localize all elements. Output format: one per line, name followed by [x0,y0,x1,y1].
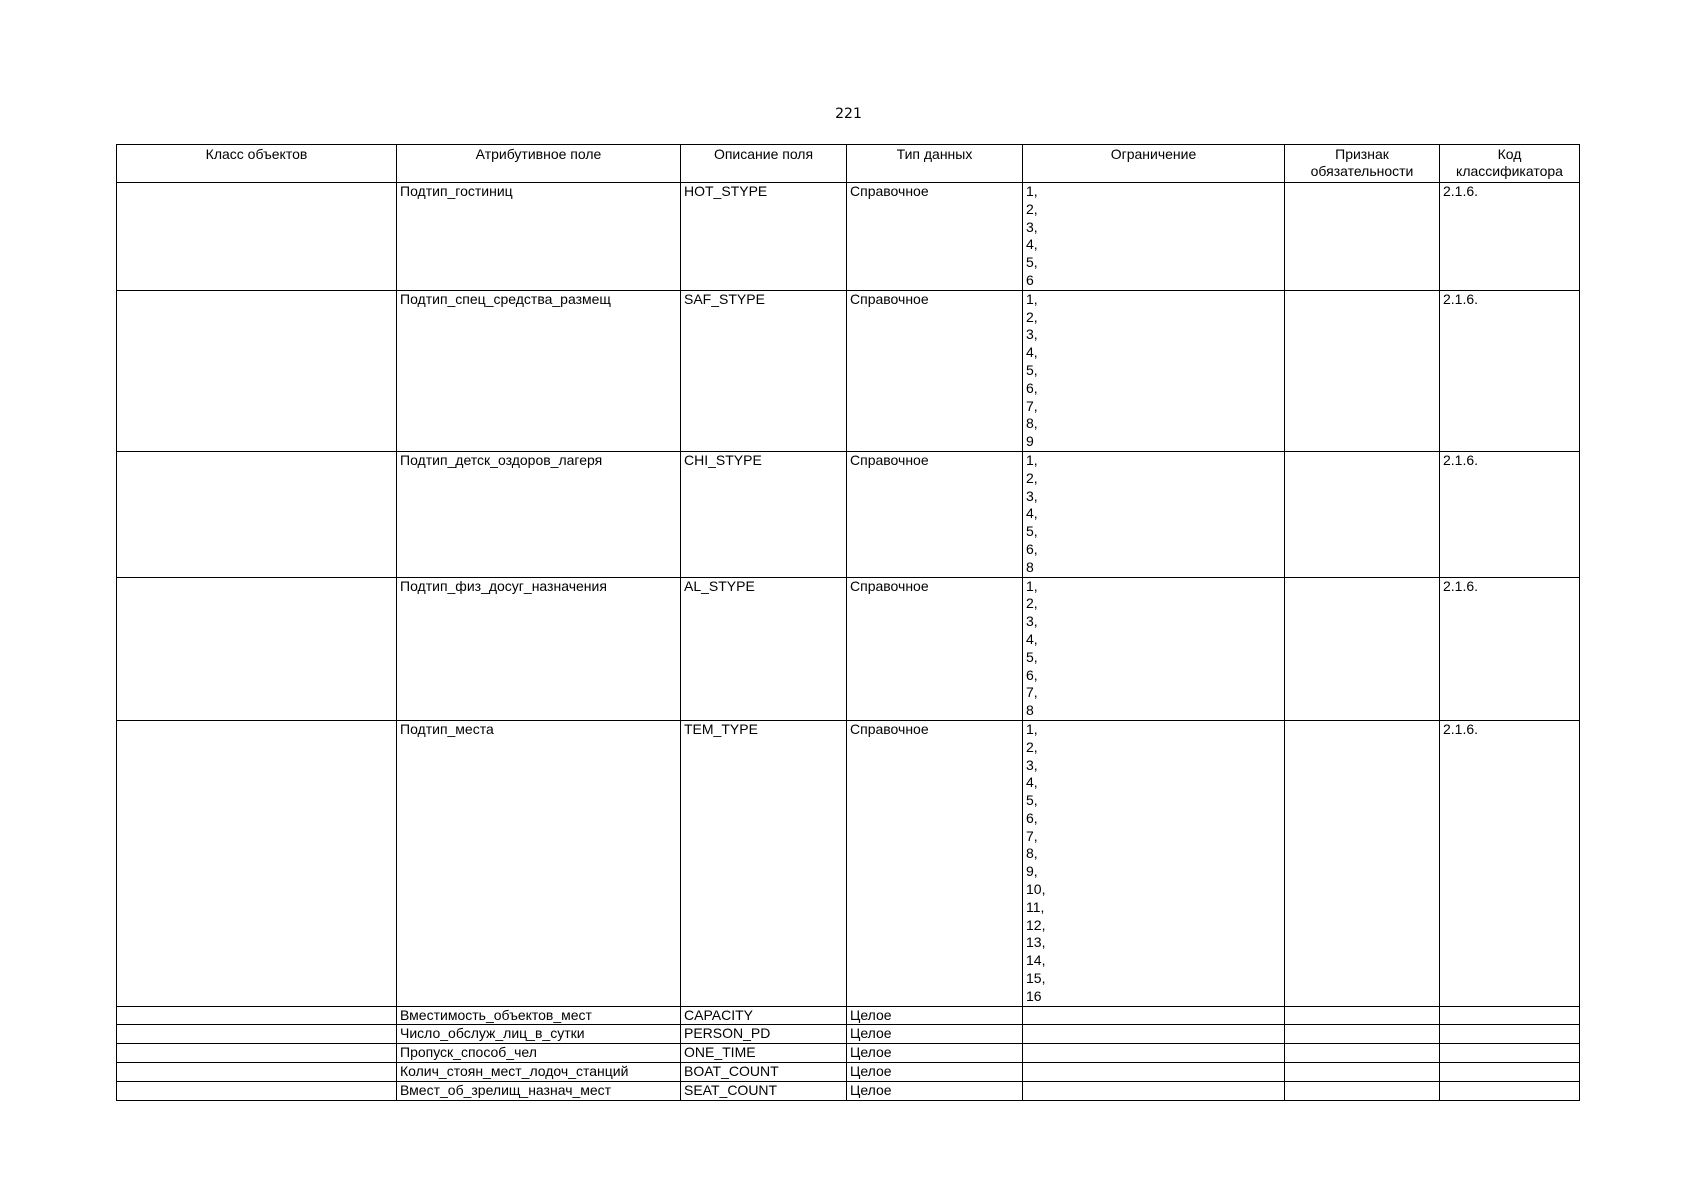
restriction-cell [1023,577,1285,720]
restriction-value: 10, [1026,881,1046,898]
field-description-cell: SAF_STYPE [681,290,847,451]
restriction-value: 7, [1026,397,1038,414]
restriction-value: 1, [1026,577,1038,594]
table-row [117,1025,1580,1044]
object-class-cell [117,1044,397,1063]
data-type-cell: Справочное [847,451,1023,577]
attribute-field-cell: Подтип_физ_досуг_назначения [397,577,681,720]
data-type-cell: Целое [847,1025,1023,1044]
restriction-cell [1023,720,1285,1006]
restriction-cell [1023,1006,1285,1025]
restriction-value: 2, [1026,469,1038,486]
header-classifier-code: Код классификатора [1440,145,1580,183]
required-flag-cell [1285,290,1440,451]
restriction-cell [1023,290,1285,451]
field-description-cell: PERSON_PD [681,1025,847,1044]
required-flag-cell [1285,1025,1440,1044]
restriction-value: 1, [1026,720,1038,737]
object-class-cell [117,720,397,1006]
restriction-value: 6 [1026,271,1034,288]
object-class-cell [117,577,397,720]
header-attribute-field: Атрибутивное поле [397,145,681,183]
restriction-value: 9 [1026,433,1034,450]
table-body [117,183,1580,1101]
restriction-value: 8, [1026,845,1038,862]
attribute-field-cell: Число_обслуж_лиц_в_сутки [397,1025,681,1044]
data-type-cell: Справочное [847,577,1023,720]
restriction-value: 7, [1026,684,1038,701]
restriction-value: 16 [1026,987,1042,1004]
attribute-field-cell: Вмест_об_зрелищ_назнач_мест [397,1081,681,1100]
data-type-cell: Справочное [847,720,1023,1006]
restriction-value: 2, [1026,595,1038,612]
restriction-value: 2, [1026,200,1038,217]
restriction-value: 8 [1026,702,1034,719]
table-row [117,183,1580,291]
object-class-cell [117,290,397,451]
restriction-value: 1, [1026,290,1038,307]
restriction-value: 2, [1026,738,1038,755]
classifier-code-cell: 2.1.6. [1440,577,1580,720]
restriction-value: 14, [1026,952,1046,969]
classifier-code-cell: 2.1.6. [1440,720,1580,1006]
field-description-cell: SEAT_COUNT [681,1081,847,1100]
restriction-value: 15, [1026,970,1046,987]
classifier-code-cell [1440,1006,1580,1025]
restriction-value: 6, [1026,666,1038,683]
required-flag-cell [1285,1081,1440,1100]
table-row [117,720,1580,1006]
restriction-cell [1023,1081,1285,1100]
restriction-cell [1023,451,1285,577]
header-object-class: Класс объектов [117,145,397,183]
data-type-cell: Целое [847,1063,1023,1082]
restriction-value: 2, [1026,308,1038,325]
header-restriction: Ограничение [1023,145,1285,183]
restriction-value: 5, [1026,523,1038,540]
table-row [117,1081,1580,1100]
table-row [117,1063,1580,1082]
object-class-cell [117,451,397,577]
restriction-value: 9, [1026,863,1038,880]
restriction-value: 3, [1026,326,1038,343]
classifier-code-cell [1440,1063,1580,1082]
restriction-value: 7, [1026,827,1038,844]
classifier-code-cell: 2.1.6. [1440,451,1580,577]
header-field-description: Описание поля [681,145,847,183]
classifier-code-cell [1440,1025,1580,1044]
data-type-cell: Справочное [847,183,1023,291]
object-class-cell [117,1081,397,1100]
restriction-value: 8 [1026,558,1034,575]
restriction-value: 5, [1026,792,1038,809]
restriction-value: 5, [1026,361,1038,378]
required-flag-cell [1285,720,1440,1006]
classifier-code-cell: 2.1.6. [1440,290,1580,451]
attribute-table [116,144,1580,1101]
attribute-field-cell: Вместимость_объектов_мест [397,1006,681,1025]
attribute-field-cell: Подтип_детск_оздоров_лагеря [397,451,681,577]
restriction-value: 6, [1026,540,1038,557]
required-flag-cell [1285,577,1440,720]
table-row [117,1006,1580,1025]
required-flag-cell [1285,183,1440,291]
attribute-field-cell: Колич_стоян_мест_лодоч_станций [397,1063,681,1082]
restriction-value: 8, [1026,415,1038,432]
table-row [117,1044,1580,1063]
restriction-value: 13, [1026,934,1046,951]
data-type-cell: Целое [847,1006,1023,1025]
table-row [117,290,1580,451]
restriction-value: 1, [1026,183,1038,199]
restriction-cell [1023,183,1285,291]
restriction-value: 4, [1026,630,1038,647]
classifier-code-cell: 2.1.6. [1440,183,1580,291]
field-description-cell: AL_STYPE [681,577,847,720]
attribute-field-cell: Пропуск_способ_чел [397,1044,681,1063]
restriction-value: 5, [1026,648,1038,665]
attribute-field-cell: Подтип_места [397,720,681,1006]
restriction-value: 3, [1026,218,1038,235]
field-description-cell: CAPACITY [681,1006,847,1025]
field-description-cell: HOT_STYPE [681,183,847,291]
attribute-field-cell: Подтип_спец_средства_размещ [397,290,681,451]
data-type-cell: Целое [847,1081,1023,1100]
restriction-value: 3, [1026,613,1038,630]
restriction-value: 4, [1026,236,1038,253]
object-class-cell [117,1006,397,1025]
table-row [117,577,1580,720]
field-description-cell: CHI_STYPE [681,451,847,577]
header-required-flag: Признак обязательности [1285,145,1440,183]
restriction-cell [1023,1044,1285,1063]
object-class-cell [117,1063,397,1082]
data-type-cell: Справочное [847,290,1023,451]
header-data-type: Тип данных [847,145,1023,183]
restriction-value: 3, [1026,756,1038,773]
required-flag-cell [1285,451,1440,577]
restriction-value: 4, [1026,505,1038,522]
required-flag-cell [1285,1063,1440,1082]
data-type-cell: Целое [847,1044,1023,1063]
restriction-value: 6, [1026,379,1038,396]
required-flag-cell [1285,1044,1440,1063]
restriction-value: 5, [1026,254,1038,271]
object-class-cell [117,1025,397,1044]
restriction-value: 12, [1026,916,1046,933]
restriction-value: 4, [1026,774,1038,791]
required-flag-cell [1285,1006,1440,1025]
restriction-value: 3, [1026,487,1038,504]
restriction-value: 1, [1026,451,1038,468]
object-class-cell [117,183,397,291]
attribute-field-cell: Подтип_гостиниц [397,183,681,291]
table-row [117,451,1580,577]
field-description-cell: BOAT_COUNT [681,1063,847,1082]
classifier-code-cell [1440,1081,1580,1100]
restriction-value: 11, [1026,898,1045,915]
table-header-row [117,145,1580,183]
restriction-value: 4, [1026,344,1038,361]
restriction-cell [1023,1063,1285,1082]
field-description-cell: ONE_TIME [681,1044,847,1063]
restriction-cell [1023,1025,1285,1044]
classifier-code-cell [1440,1044,1580,1063]
restriction-value: 6, [1026,809,1038,826]
field-description-cell: TEM_TYPE [681,720,847,1006]
page-number: 221 [835,106,862,122]
